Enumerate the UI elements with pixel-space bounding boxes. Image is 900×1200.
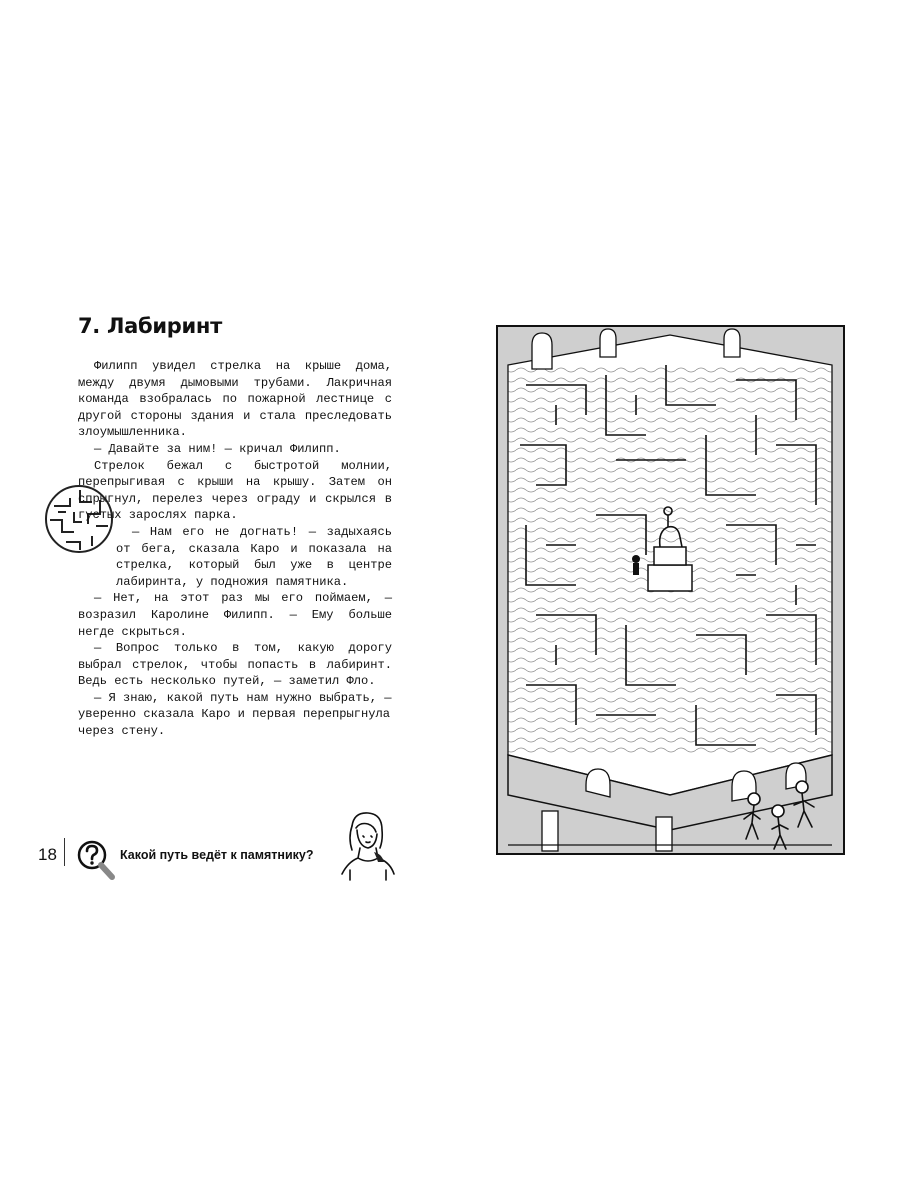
question-text: Какой путь ведёт к памятнику? (120, 848, 314, 862)
story-paragraph: — Я знаю, какой путь нам нужно выбрать, — уверенно сказала Каро и первая перепрыгнула через стену. (78, 690, 392, 739)
story-paragraph: — Нам его не догнать! — задыхаясь от бега, сказала Каро и показала на стрелка, который был уже в центре лабиринта, у подножия памятника. (116, 524, 392, 589)
story-paragraph: Стрелок бежал с быстротой молнии, перепрыгивая с крыши на крышу. Затем он спрыгнул, перелез через ограду и скрылся в густых зарослях парка. (78, 458, 392, 523)
story-paragraph: — Нет, на этот раз мы его поймаем, — возразил Каролине Филипп. — Ему больше негде скрыться. (78, 591, 392, 639)
magnifier-question-icon (74, 838, 118, 882)
story-paragraph: — Давайте за ним! — кричал Филипп. (94, 441, 341, 456)
story-paragraph: Филипп увидел стрелка на крыше дома, между двумя дымовыми трубами. Лакричная команда взобралась по пожарной лестнице с другой стороны здания и стала преследовать злоумышленника. (78, 359, 392, 440)
maze-illustration (496, 325, 845, 855)
girl-portrait-icon (330, 808, 400, 888)
story-text (78, 358, 392, 740)
page-number-divider (64, 838, 65, 866)
page-number: 18 (38, 845, 57, 864)
chapter-title: 7. Лабиринт (78, 314, 223, 338)
story-paragraph: — Вопрос только в том, какую дорогу выбрал стрелок, чтобы попасть в лабиринт. Ведь есть несколько путей, — заметил Фло. (78, 641, 392, 689)
